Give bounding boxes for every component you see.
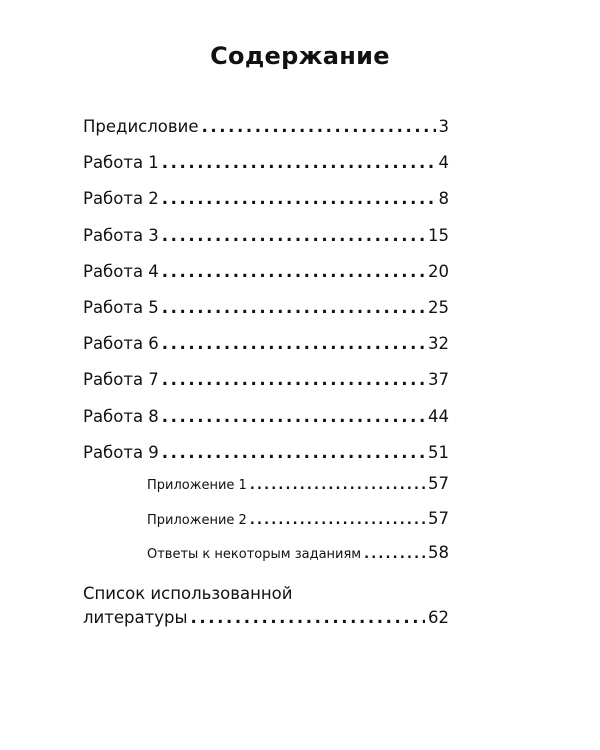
toc-entry-page: 32 [428,334,449,353]
toc-entry-page: 3 [438,117,449,136]
toc-entry-page: 8 [438,189,449,208]
toc-entry[interactable] [83,370,449,389]
toc-entry[interactable] [83,117,449,136]
toc-entry[interactable] [83,262,449,281]
dot-leader [191,606,426,630]
toc-subentry-label: Приложение 1 [147,478,247,493]
dot-leader [162,407,425,426]
toc-subentry[interactable] [83,543,449,562]
toc-entry-label: Работа 2 [83,189,159,208]
toc-entry-label: Работа 6 [83,334,159,353]
toc-entry-page: 44 [428,407,449,426]
page-title: Содержание [210,42,390,70]
toc-entry-bibliography[interactable] [83,582,449,630]
toc-entry-label: Работа 7 [83,370,159,389]
bibliography-line2 [83,606,449,630]
dot-leader [162,334,425,353]
dot-leader [162,226,425,245]
dot-leader [250,513,425,528]
toc-subentry-page: 58 [428,543,449,562]
toc-entry[interactable] [83,443,449,462]
toc-entry-page: 25 [428,298,449,317]
bibliography-label-line2: литературы [83,608,188,627]
toc-entry[interactable] [83,298,449,317]
toc-subentry-page: 57 [428,509,449,528]
toc-entry-label: Работа 8 [83,407,159,426]
toc-subentry[interactable] [83,474,449,493]
bibliography-page: 62 [428,608,449,627]
toc-subentry-label: Приложение 2 [147,513,247,528]
toc-entry-page: 15 [428,226,449,245]
toc-entry[interactable] [83,189,449,208]
toc-entry-label: Работа 1 [83,153,159,172]
toc-subentry[interactable] [83,509,449,528]
dot-leader [162,298,425,317]
dot-leader [162,370,425,389]
toc-entry-label: Работа 4 [83,262,159,281]
dot-leader [162,189,436,208]
toc-subentry-label: Ответы к некоторым заданиям [147,547,362,562]
toc-entry-page: 37 [428,370,449,389]
toc-entry-page: 20 [428,262,449,281]
toc-entry[interactable] [83,407,449,426]
toc-entry[interactable] [83,153,449,172]
dot-leader [162,443,425,462]
toc-subentry-page: 57 [428,474,449,493]
dot-leader [162,153,436,172]
toc-entry-label: Предисловие [83,117,199,136]
toc-entry-label: Работа 5 [83,298,159,317]
bibliography-label-line1: Список использованной [83,584,293,603]
toc-entry[interactable] [83,226,449,245]
dot-leader [364,547,425,562]
toc-entry-label: Работа 9 [83,443,159,462]
dot-leader [250,478,425,493]
toc-entry-page: 51 [428,443,449,462]
dot-leader [162,262,425,281]
toc-entry-label: Работа 3 [83,226,159,245]
toc-entry[interactable] [83,334,449,353]
toc-entry-page: 4 [438,153,449,172]
dot-leader [201,117,435,136]
